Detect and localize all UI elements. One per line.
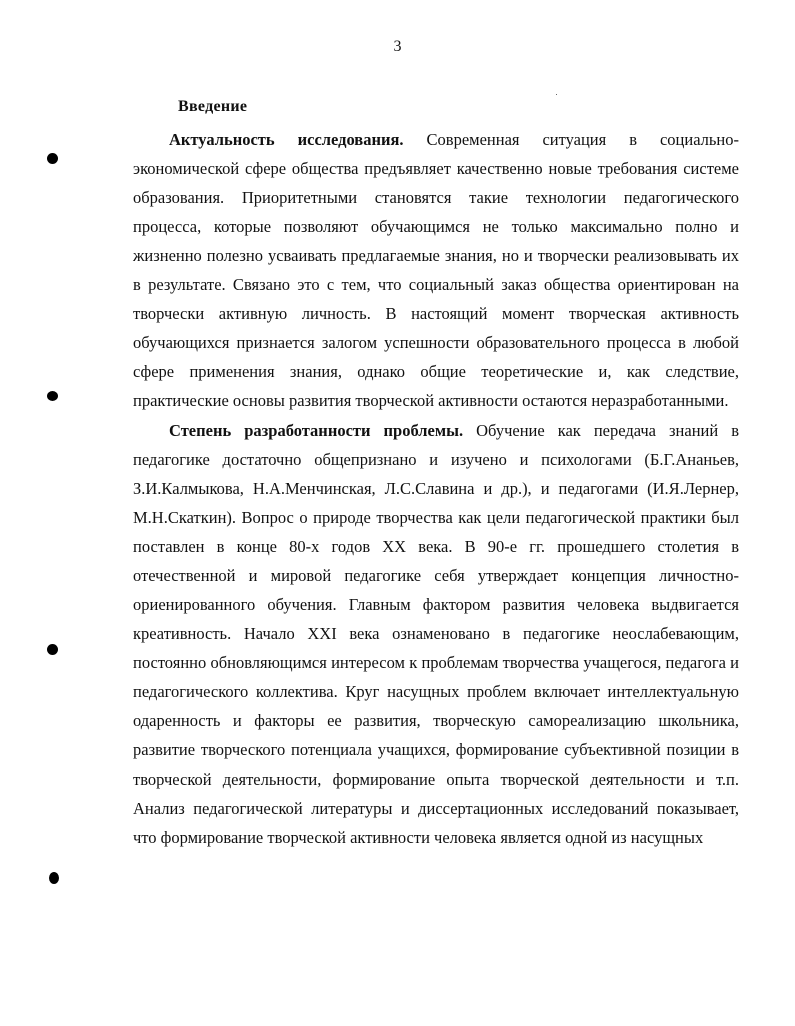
binder-hole-mark xyxy=(47,391,58,401)
binder-hole-mark xyxy=(49,872,59,884)
paragraph-lead: Актуальность исследования. xyxy=(169,130,404,149)
page-number: 3 xyxy=(393,38,402,55)
paragraph-text: Обучение как передача знаний в педагогике достаточно общепризнано и изучено и психологами (Б.Г.Ананьев, З.И.Калмыкова, Н.А.Менчинская, Л.С.Славина и др.), и педагогами (И.Я.Лернер, М.Н.Скаткин). Вопрос о природе творчества как цели педагогической практики был поставлен в конце 80-х годов XX века. В 90-е гг. прошедшего столетия в отечественной и мировой педагогике себя утверждает концепция личностно-ориенированного обучения. Главным фактором развития человека выдвигается креативность. Начало XXI века ознаменовано в педагогике неослабевающим, постоянно обновляющимся интересом к проблемам творчества учащегося, педагога и педагогического коллектива. Круг насущных проблем включает интеллектуальную одаренность и факторы ее развития, творческую самореализацию школьника, развитие творческого потенциала учащихся, формирование субъективной позиции в творческой деятельности, формирование опыта творческой деятельности и т.п. Анализ педагогической литературы и диссертационных исследований показывает, что формирование творческой активности человека является одной из насущных xyxy=(133,420,739,847)
section-heading: Введение xyxy=(178,98,248,115)
paragraph-text: Современная ситуация в социально-экономической сфере общества предъявляет качественно новые требования системе образования. Приоритетными становятся такие технологии педагогического процесса, которые позволяют обучающимся не только максимально полно и жизненно полезно усваивать предлагаемые знания, но и творчески реализовывать их в результате. Связано это с тем, что социальный заказ общества ориентирован на творчески активную личность. В настоящий момент творческая активность обучающихся признается залогом успешности образовательного процесса в любой сфере применения знания, однако общие теоретические и, как следствие, практические основы развития творческой активности остаются неразработанными. xyxy=(133,130,740,411)
document-body xyxy=(133,125,739,852)
binder-hole-mark xyxy=(47,153,58,164)
scan-speck xyxy=(556,94,557,95)
paragraph-relevance xyxy=(133,125,739,415)
binder-hole-mark xyxy=(47,644,58,655)
paragraph-lead: Степень разработанности проблемы. xyxy=(169,420,464,440)
paragraph-problem-development xyxy=(133,416,739,852)
